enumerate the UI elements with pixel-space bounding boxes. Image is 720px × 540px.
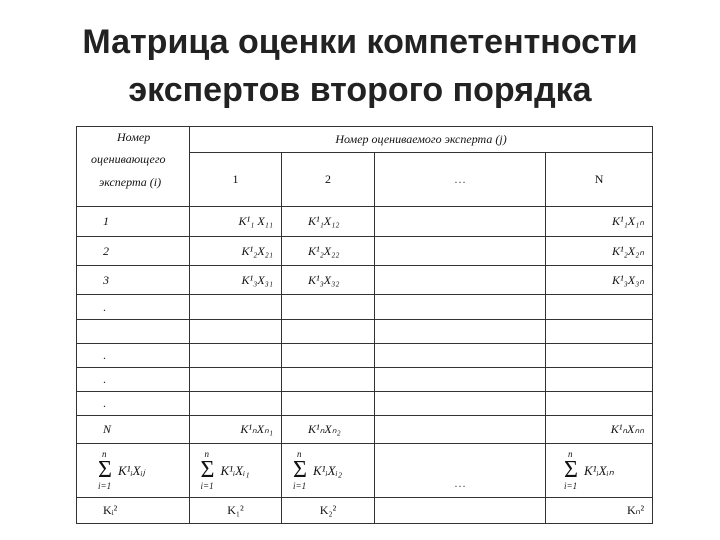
header-evaluated-group: Номер оцениваемого эксперта (j) [190,127,653,153]
sum-upper-limit: n [102,448,107,459]
table-cell [375,207,546,237]
slide-title [0,18,720,114]
sum-cell-ellipsis: … [375,444,546,498]
header-evaluator-line-3: эксперта (i) [99,175,162,189]
header-evaluator-line-1: Номер [117,130,151,144]
sigma-icon: Σ [98,456,112,483]
sum-cell-ij [77,444,190,498]
table-row [77,368,653,392]
row-label: 2 [77,237,190,266]
sigma-icon: Σ [293,456,307,483]
row-label: 1 [77,207,190,237]
table-row [77,207,653,237]
row-label: . [77,344,190,368]
table-cell [282,344,375,368]
table-cell [282,368,375,392]
table-row [77,295,653,320]
table-row [77,344,653,368]
sum-term: K¹ᵢXᵢₙ [584,462,614,478]
table-header-row-1 [77,127,653,153]
table-cell [546,295,653,320]
table-row [77,392,653,416]
table-cell: K¹₁X₁ₙ [546,207,653,237]
row-label: . [77,368,190,392]
sum-cell-n [546,444,653,498]
table-cell [190,320,282,344]
competence-cell: K₁² [190,498,282,524]
row-label: N [77,416,190,444]
sum-formula [197,448,275,491]
table-cell [546,344,653,368]
sum-lower-limit: i=1 [98,480,112,491]
table-cell: K¹₁X₁₂ [282,207,375,237]
sum-lower-limit: i=1 [564,480,578,491]
sum-formula [289,448,367,491]
sum-lower-limit: i=1 [200,480,214,491]
slide-title-line-2: экспертов второго порядка [128,71,592,109]
table-cell: K¹₂X₂ₙ [546,237,653,266]
table-cell [375,320,546,344]
sum-cell-2 [282,444,375,498]
header-col-n: N [546,153,653,207]
table-cell [546,320,653,344]
table-cell [375,368,546,392]
sum-lower-limit: i=1 [293,480,307,491]
competence-label: Kᵢ² [77,498,190,524]
table-cell: K¹₂X₂₂ [282,237,375,266]
header-evaluator-number [77,127,190,207]
sum-formula [94,448,172,491]
sum-term: K¹ᵢXᵢ₂ [313,462,343,478]
table-cell [190,368,282,392]
row-label: . [77,392,190,416]
sum-upper-limit: n [297,448,302,459]
header-col-2: 2 [282,153,375,207]
table-cell [375,392,546,416]
header-evaluator-line-2: оценивающего [91,152,166,166]
table-row [77,266,653,295]
competence-cell [375,498,546,524]
sum-upper-limit: n [568,448,573,459]
table-row [77,320,653,344]
table-cell [282,320,375,344]
table-cell: K¹₁ X₁₁ [190,207,282,237]
header-col-ellipsis: … [375,153,546,207]
row-label: . [77,295,190,320]
table-cell [375,295,546,320]
competence-matrix-table [76,126,653,524]
table-cell: K¹₃X₃₁ [190,266,282,295]
table-cell: K¹ₙXₙ₁ [190,416,282,444]
table-cell [546,368,653,392]
table-cell [375,237,546,266]
table-row [77,416,653,444]
table-cell [375,416,546,444]
row-label: 3 [77,266,190,295]
competence-row [77,498,653,524]
table-cell [282,392,375,416]
slide-title-line-1: Матрица оценки компетентности [82,23,638,61]
sum-formula [560,448,638,491]
table-cell [190,392,282,416]
table-cell [375,266,546,295]
competence-cell: Kₙ² [546,498,653,524]
table-cell [375,344,546,368]
table-cell [190,295,282,320]
sigma-icon: Σ [200,456,215,483]
table-cell [190,344,282,368]
table-cell: K¹ₙXₙₙ [546,416,653,444]
sum-row [77,444,653,498]
header-col-1: 1 [190,153,282,207]
sum-upper-limit: n [204,448,209,459]
sum-term: K¹ᵢXᵢ₁ [220,462,250,478]
sum-term: K¹ᵢXᵢⱼ [118,462,145,478]
table-cell: K¹₃X₃ₙ [546,266,653,295]
sigma-icon: Σ [564,456,578,483]
table-cell [546,392,653,416]
competence-cell: K₂² [282,498,375,524]
table-cell: K¹₃X₃₂ [282,266,375,295]
row-label [77,320,190,344]
table-cell: K¹₂X₂₁ [190,237,282,266]
table-cell [282,295,375,320]
sum-cell-1 [190,444,282,498]
table-cell: K¹ₙXₙ₂ [282,416,375,444]
table-row [77,237,653,266]
